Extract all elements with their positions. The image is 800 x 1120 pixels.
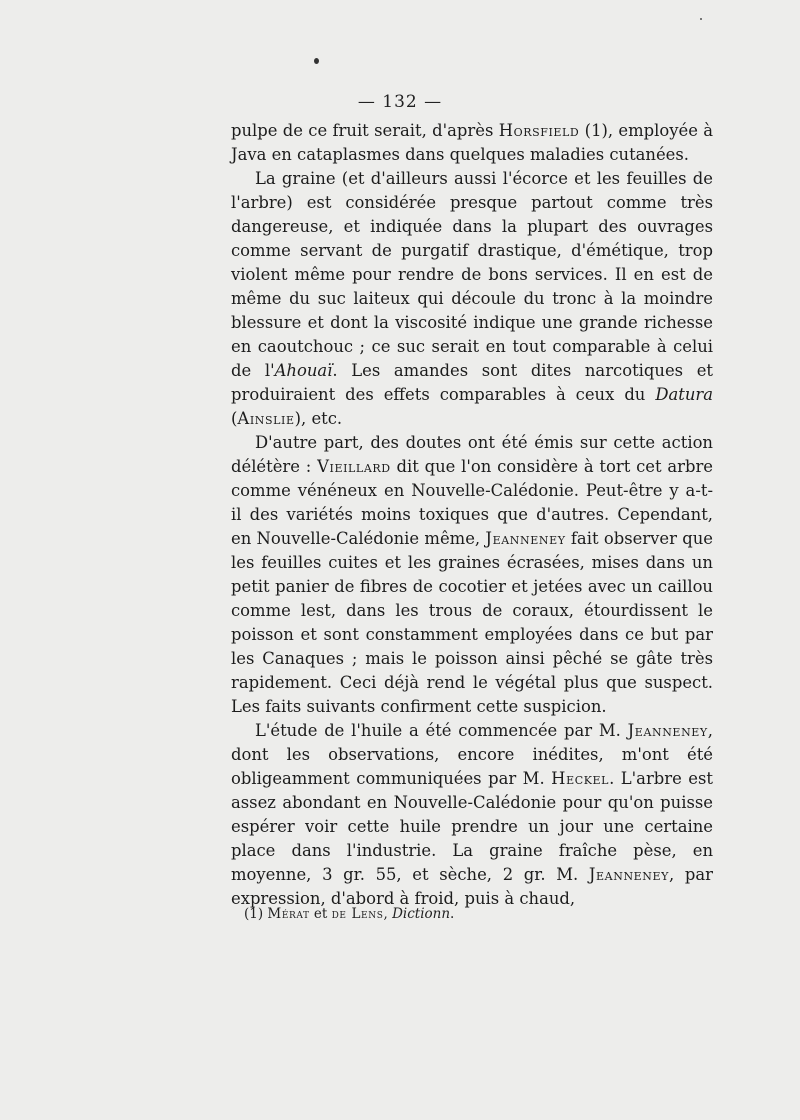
- text-run: . Les amandes sont dites narcotiques et produiraient des effets comparables à ceux du: [231, 361, 713, 404]
- paragraph-1: [231, 119, 713, 167]
- author-name: Heckel: [551, 769, 610, 788]
- text-run: (: [231, 409, 238, 428]
- ink-speck: [314, 58, 319, 64]
- text-run: .: [450, 906, 455, 922]
- page-number: — 132 —: [357, 92, 443, 112]
- text-run: L'étude de l'huile a été commencée par M.: [255, 721, 628, 740]
- text-run: pulpe de ce fruit serait, d'après: [231, 121, 499, 140]
- text-run: (1), employée à Java en cataplasmes dans quelques maladies cutanées.: [231, 121, 713, 164]
- italic-term: Datura: [655, 385, 713, 404]
- text-run: , par expression, d'abord à froid, puis à chaud,: [231, 865, 713, 908]
- author-name: Horsfield: [498, 121, 580, 140]
- footnote: [244, 904, 704, 924]
- paragraph-3: [231, 431, 713, 719]
- text-run: , dont les observations, encore inédites, m'ont été obligeamment communiquées par M.: [231, 721, 713, 788]
- paragraph-4: [231, 719, 713, 911]
- italic-term: Dictionn: [392, 906, 451, 922]
- text-run: . L'arbre est assez abondant en Nouvelle-Calédonie pour qu'on puisse espérer voir cette huile prendre un jour une certaine place dans l'industrie. La graine fraîche pèse, en moyenne, 3 gr. 55, et sèche, 2 gr. M.: [231, 769, 714, 884]
- author-name: Jeanneney: [485, 529, 566, 548]
- author-name: Ainslie: [237, 409, 295, 428]
- text-run: La graine (et d'ailleurs aussi l'écorce et les feuilles de l'arbre) est considérée presque partout comme très dangereuse, et indiquée dans la plupart des ouvrages comme servant de purgatif drastique, d'émétique, trop violent même pour rendre de bons services. Il en est de même du suc laiteux qui découle du tronc à la moindre blessure et dont la viscosité indique une grande richesse en caoutchouc ; ce suc serait en tout comparable à celui de l': [231, 169, 713, 380]
- body-text: [231, 119, 713, 911]
- text-run: fait observer que les feuilles cuites et les graines écrasées, mises dans un petit panier de fibres de cocotier et jetées avec un caillou comme lest, dans les trous de coraux, étourdissent le poisson et sont constamment employées dans ce but par les Canaques ; mais le poisson ainsi pêché se gâte très rapidement. Ceci déjà rend le végétal plus que suspect. Les faits suivants confirment cette suspicion.: [231, 529, 713, 716]
- author-name: de Lens: [331, 906, 384, 922]
- author-name: Vieillard: [317, 457, 391, 476]
- author-name: Mérat: [267, 906, 310, 922]
- author-name: Jeanneney: [588, 865, 670, 884]
- text-run: dit que l'on considère à tort cet arbre comme vénéneux en Nouvelle-Calédonie. Peut-être y a-t-il des variétés moins toxiques que d'autres. Cependant, en Nouvelle-Calédonie même,: [231, 457, 713, 548]
- italic-term: Ahouaï: [274, 361, 333, 380]
- paper-mark: [700, 18, 702, 20]
- text-run: ,: [383, 906, 393, 922]
- text-run: (1): [244, 906, 268, 922]
- text-run: et: [309, 906, 332, 922]
- author-name: Jeanneney: [627, 721, 708, 740]
- text-run: D'autre part, des doutes ont été émis sur cette action délétère :: [231, 433, 713, 476]
- text-run: ), etc.: [294, 409, 343, 428]
- paragraph-2: [231, 167, 713, 431]
